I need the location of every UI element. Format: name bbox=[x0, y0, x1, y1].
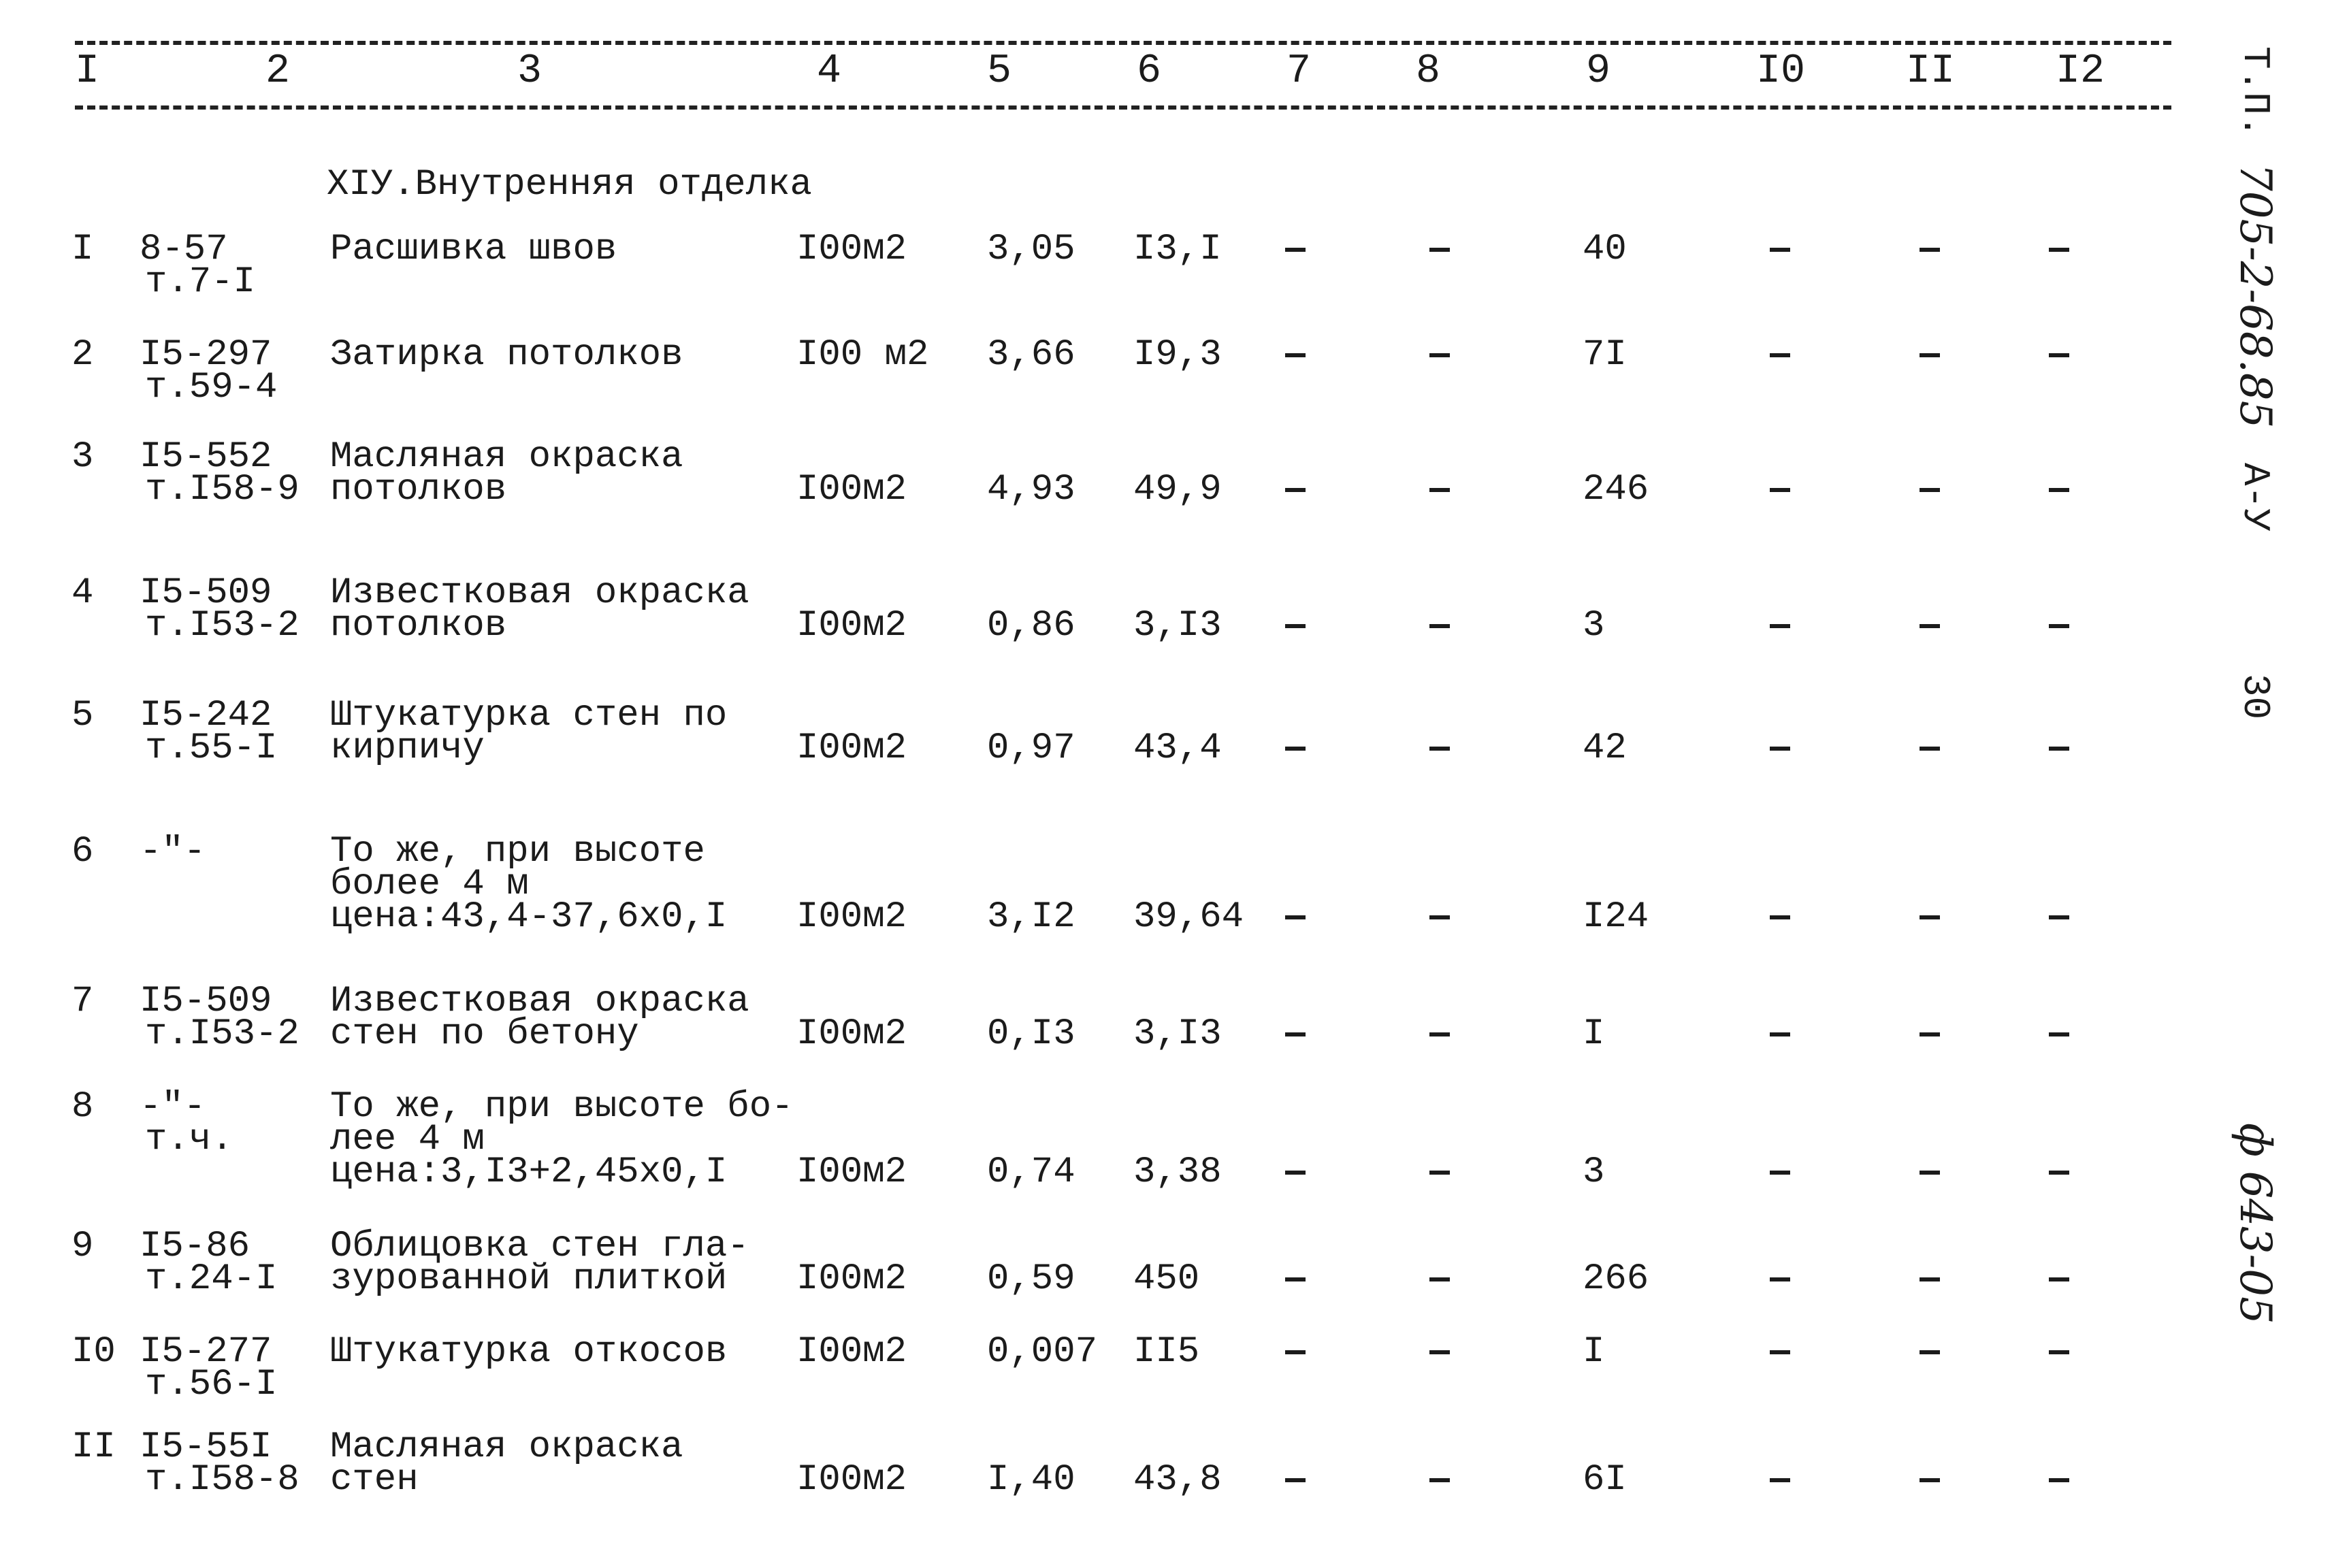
row-unit: I00м2 bbox=[796, 605, 907, 647]
row-dash-c7 bbox=[1285, 915, 1306, 919]
row-description: Расшивка швов bbox=[330, 229, 617, 270]
col-header-7: 7 bbox=[1286, 48, 1312, 95]
row-price: 49,9 bbox=[1133, 469, 1222, 510]
row-dash-c10 bbox=[1770, 747, 1790, 751]
row-dash-c10 bbox=[1770, 624, 1790, 628]
row-unit: I00м2 bbox=[796, 1013, 907, 1055]
row-description: Штукатурка стен по bbox=[330, 695, 728, 736]
row-number: II bbox=[71, 1426, 116, 1468]
row-dash-c7 bbox=[1285, 1277, 1306, 1281]
row-price: 450 bbox=[1133, 1258, 1200, 1300]
row-dash-c12 bbox=[2049, 1032, 2069, 1036]
album-label: А-У bbox=[2233, 463, 2277, 532]
row-norm-table: т.I58-8 bbox=[145, 1459, 299, 1501]
row-quantity: 0,86 bbox=[987, 605, 1075, 647]
row-norm-table: т.7-I bbox=[145, 261, 256, 303]
row-quantity: 0,007 bbox=[987, 1331, 1098, 1373]
row-dash-c11 bbox=[1920, 1277, 1940, 1281]
row-norm-table: т.56-I bbox=[145, 1364, 278, 1405]
section-title: XIУ.Внутренняя отделка bbox=[327, 164, 812, 206]
row-norm-table: т.24-I bbox=[145, 1258, 278, 1300]
row-description: более 4 м bbox=[330, 864, 529, 905]
row-quantity: 4,93 bbox=[987, 469, 1075, 510]
row-dash-c11 bbox=[1920, 747, 1940, 751]
header-bottom-rule bbox=[75, 105, 2171, 110]
row-dash-c10 bbox=[1770, 488, 1790, 492]
row-dash-c11 bbox=[1920, 353, 1940, 357]
row-dash-c7 bbox=[1285, 1171, 1306, 1175]
row-description: То же, при высоте бо- bbox=[330, 1086, 794, 1128]
row-norm-code: -"- bbox=[140, 1086, 206, 1128]
row-dash-c10 bbox=[1770, 1478, 1790, 1482]
row-price: 3,I3 bbox=[1133, 605, 1222, 647]
row-unit: I00м2 bbox=[796, 1331, 907, 1373]
row-description: Штукатурка откосов bbox=[330, 1331, 728, 1373]
row-dash-c7 bbox=[1285, 488, 1306, 492]
row-dash-c10 bbox=[1770, 1032, 1790, 1036]
doc-number-printed: Т.П. bbox=[2233, 46, 2277, 138]
row-description: зурованной плиткой bbox=[330, 1258, 728, 1300]
row-norm-table: т.ч. bbox=[145, 1119, 233, 1160]
row-number: 9 bbox=[71, 1226, 94, 1267]
row-cost: I bbox=[1583, 1013, 1605, 1055]
col-header-1: I bbox=[75, 48, 100, 95]
row-norm-code: I5-277 bbox=[140, 1331, 272, 1373]
row-dash-c7 bbox=[1285, 1350, 1306, 1354]
row-unit: I00м2 bbox=[796, 1152, 907, 1193]
row-norm-table: т.I58-9 bbox=[145, 469, 299, 510]
row-unit: I00м2 bbox=[796, 1459, 907, 1501]
col-header-8: 8 bbox=[1416, 48, 1441, 95]
row-norm-code: I5-55I bbox=[140, 1426, 272, 1468]
row-dash-c12 bbox=[2049, 248, 2069, 252]
row-price: I3,I bbox=[1133, 229, 1222, 270]
row-dash-c8 bbox=[1429, 1277, 1450, 1281]
row-norm-code: I5-86 bbox=[140, 1226, 250, 1267]
row-unit: I00м2 bbox=[796, 896, 907, 938]
col-header-3: 3 bbox=[517, 48, 542, 95]
row-price: 3,38 bbox=[1133, 1152, 1222, 1193]
row-price: 43,4 bbox=[1133, 728, 1222, 769]
row-dash-c11 bbox=[1920, 248, 1940, 252]
row-number: 3 bbox=[71, 436, 94, 478]
col-header-4: 4 bbox=[817, 48, 842, 95]
row-dash-c8 bbox=[1429, 1171, 1450, 1175]
row-price: II5 bbox=[1133, 1331, 1200, 1373]
row-cost: 3 bbox=[1583, 1152, 1605, 1193]
row-quantity: I,40 bbox=[987, 1459, 1075, 1501]
row-quantity: 3,05 bbox=[987, 229, 1075, 270]
row-description: Известковая окраска bbox=[330, 981, 749, 1022]
row-price: 3,I3 bbox=[1133, 1013, 1222, 1055]
row-unit: I00 м2 bbox=[796, 334, 929, 376]
row-description: потолков bbox=[330, 605, 507, 647]
row-dash-c12 bbox=[2049, 488, 2069, 492]
row-dash-c11 bbox=[1920, 624, 1940, 628]
row-description: То же, при высоте bbox=[330, 831, 705, 872]
row-dash-c10 bbox=[1770, 1171, 1790, 1175]
row-dash-c7 bbox=[1285, 1478, 1306, 1482]
row-unit: I00м2 bbox=[796, 1258, 907, 1300]
row-dash-c7 bbox=[1285, 1032, 1306, 1036]
row-dash-c10 bbox=[1770, 248, 1790, 252]
col-header-6: 6 bbox=[1137, 48, 1162, 95]
col-header-12: I2 bbox=[2056, 48, 2105, 95]
row-description: цена:43,4-37,6x0,I bbox=[330, 896, 728, 938]
row-cost: 42 bbox=[1583, 728, 1627, 769]
row-description: стен bbox=[330, 1459, 419, 1501]
row-description: Известковая окраска bbox=[330, 572, 749, 614]
page-number: 30 bbox=[2233, 674, 2277, 720]
row-norm-code: I5-509 bbox=[140, 572, 272, 614]
row-quantity: 0,59 bbox=[987, 1258, 1075, 1300]
row-price: 39,64 bbox=[1133, 896, 1244, 938]
row-number: 5 bbox=[71, 695, 94, 736]
row-dash-c12 bbox=[2049, 915, 2069, 919]
row-cost: 266 bbox=[1583, 1258, 1649, 1300]
row-dash-c11 bbox=[1920, 915, 1940, 919]
row-dash-c11 bbox=[1920, 1171, 1940, 1175]
row-quantity: 0,97 bbox=[987, 728, 1075, 769]
col-header-5: 5 bbox=[987, 48, 1012, 95]
row-norm-table: т.59-4 bbox=[145, 367, 278, 408]
row-dash-c11 bbox=[1920, 1032, 1940, 1036]
row-dash-c12 bbox=[2049, 353, 2069, 357]
row-dash-c11 bbox=[1920, 1350, 1940, 1354]
row-number: 6 bbox=[71, 831, 94, 872]
row-norm-code: 8-57 bbox=[140, 229, 228, 270]
row-quantity: 0,74 bbox=[987, 1152, 1075, 1193]
row-number: 4 bbox=[71, 572, 94, 614]
row-number: 2 bbox=[71, 334, 94, 376]
row-norm-code: I5-509 bbox=[140, 981, 272, 1022]
row-dash-c12 bbox=[2049, 1478, 2069, 1482]
row-norm-code: I5-242 bbox=[140, 695, 272, 736]
row-unit: I00м2 bbox=[796, 229, 907, 270]
doc-number-handwritten: 705-2-68.85 bbox=[2230, 163, 2280, 429]
row-dash-c12 bbox=[2049, 1171, 2069, 1175]
row-cost: 6I bbox=[1583, 1459, 1627, 1501]
row-dash-c8 bbox=[1429, 1478, 1450, 1482]
row-description: кирпичу bbox=[330, 728, 485, 769]
row-dash-c12 bbox=[2049, 624, 2069, 628]
row-quantity: 0,I3 bbox=[987, 1013, 1075, 1055]
row-number: I0 bbox=[71, 1331, 116, 1373]
row-description: Затирка потолков bbox=[330, 334, 683, 376]
row-unit: I00м2 bbox=[796, 469, 907, 510]
row-cost: 7I bbox=[1583, 334, 1627, 376]
row-dash-c8 bbox=[1429, 747, 1450, 751]
row-dash-c11 bbox=[1920, 1478, 1940, 1482]
row-dash-c7 bbox=[1285, 353, 1306, 357]
row-number: 7 bbox=[71, 981, 94, 1022]
row-dash-c11 bbox=[1920, 488, 1940, 492]
row-norm-table: т.55-I bbox=[145, 728, 278, 769]
row-cost: I24 bbox=[1583, 896, 1649, 938]
row-dash-c10 bbox=[1770, 1350, 1790, 1354]
row-description: Масляная окраска bbox=[330, 436, 683, 478]
row-description: цена:3,I3+2,45x0,I bbox=[330, 1152, 728, 1193]
col-header-9: 9 bbox=[1586, 48, 1611, 95]
handwritten-stamp: ф 643-05 bbox=[2230, 1123, 2280, 1324]
row-norm-table: т.I53-2 bbox=[145, 605, 299, 647]
col-header-2: 2 bbox=[265, 48, 291, 95]
row-norm-table: т.I53-2 bbox=[145, 1013, 299, 1055]
col-header-11: II bbox=[1906, 48, 1956, 95]
row-dash-c12 bbox=[2049, 1277, 2069, 1281]
row-dash-c12 bbox=[2049, 1350, 2069, 1354]
col-header-10: I0 bbox=[1756, 48, 1806, 95]
row-description: стен по бетону bbox=[330, 1013, 639, 1055]
row-price: 43,8 bbox=[1133, 1459, 1222, 1501]
row-cost: 3 bbox=[1583, 605, 1605, 647]
row-quantity: 3,66 bbox=[987, 334, 1075, 376]
header-top-rule bbox=[75, 41, 2171, 45]
row-price: I9,3 bbox=[1133, 334, 1222, 376]
row-quantity: 3,I2 bbox=[987, 896, 1075, 938]
row-cost: I bbox=[1583, 1331, 1605, 1373]
row-number: 8 bbox=[71, 1086, 94, 1128]
row-cost: 246 bbox=[1583, 469, 1649, 510]
row-dash-c10 bbox=[1770, 1277, 1790, 1281]
row-cost: 40 bbox=[1583, 229, 1627, 270]
row-dash-c10 bbox=[1770, 915, 1790, 919]
row-dash-c10 bbox=[1770, 353, 1790, 357]
row-dash-c8 bbox=[1429, 248, 1450, 252]
row-dash-c7 bbox=[1285, 624, 1306, 628]
row-description: Масляная окраска bbox=[330, 1426, 683, 1468]
row-dash-c8 bbox=[1429, 624, 1450, 628]
row-description: лее 4 м bbox=[330, 1119, 485, 1160]
row-number: I bbox=[71, 229, 94, 270]
row-norm-code: I5-552 bbox=[140, 436, 272, 478]
row-unit: I00м2 bbox=[796, 728, 907, 769]
row-dash-c8 bbox=[1429, 1032, 1450, 1036]
row-dash-c7 bbox=[1285, 248, 1306, 252]
row-norm-code: I5-297 bbox=[140, 334, 272, 376]
row-dash-c8 bbox=[1429, 488, 1450, 492]
row-dash-c8 bbox=[1429, 915, 1450, 919]
row-norm-code: -"- bbox=[140, 831, 206, 872]
row-description: потолков bbox=[330, 469, 507, 510]
row-dash-c12 bbox=[2049, 747, 2069, 751]
row-dash-c8 bbox=[1429, 1350, 1450, 1354]
row-dash-c7 bbox=[1285, 747, 1306, 751]
row-dash-c8 bbox=[1429, 353, 1450, 357]
row-description: Облицовка стен гла- bbox=[330, 1226, 749, 1267]
